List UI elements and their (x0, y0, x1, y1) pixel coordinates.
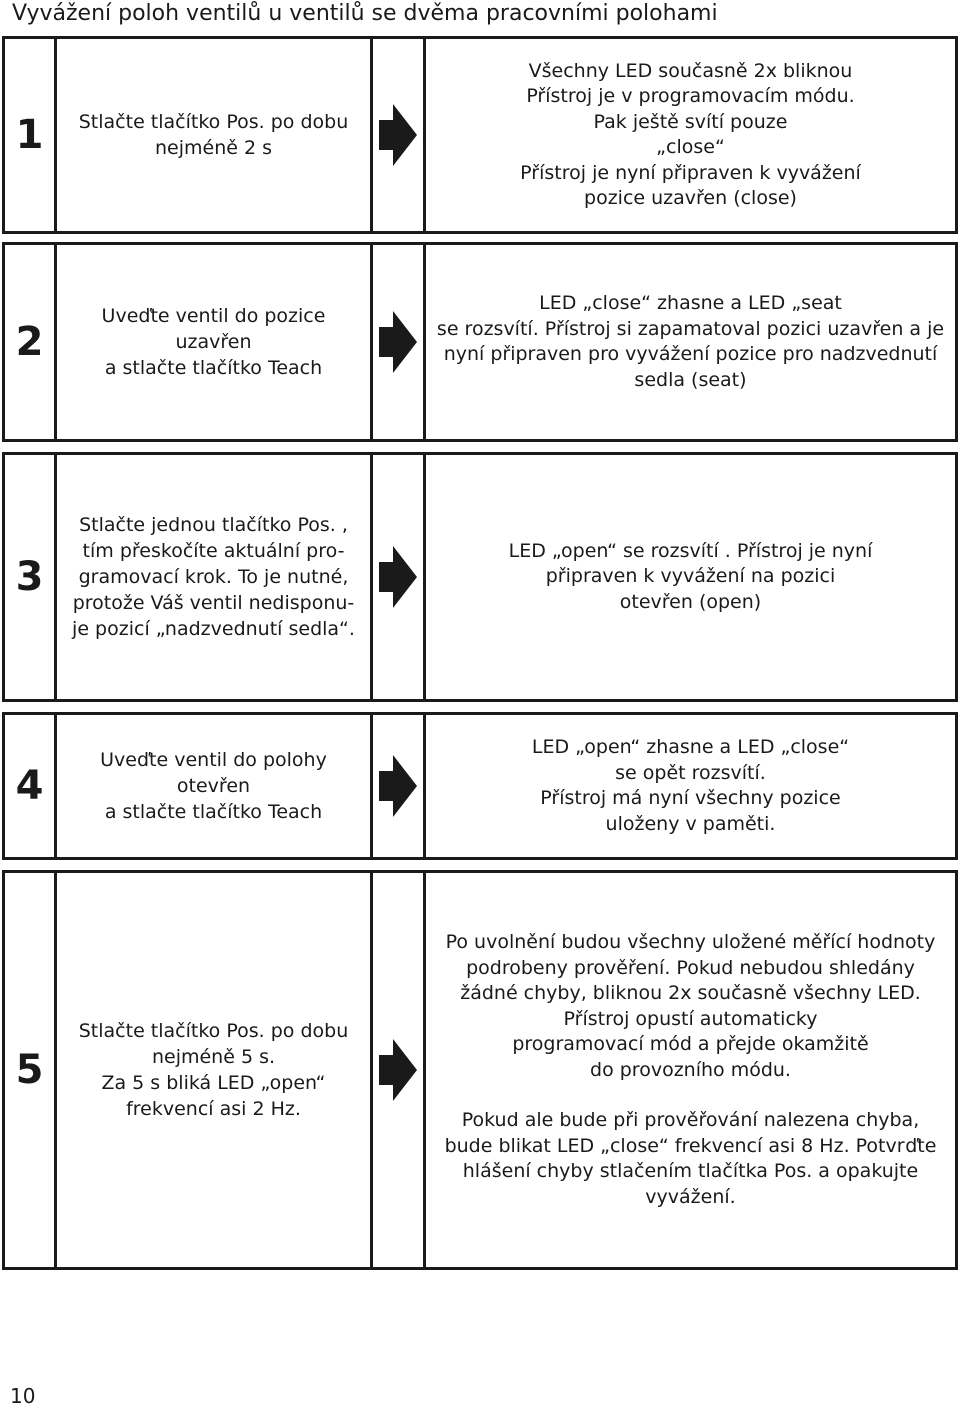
result-text: Všechny LED současně 2x bliknou Přístroj je v programovacím módu. Pak ještě svítí pouze „close“ Přístroj je nyní připraven k vyvážení pozice uzavřen (close) (520, 59, 861, 209)
step-result (426, 39, 955, 231)
step-action: Stlačte tlačítko Pos. po dobu nejméně 5 s. Za 5 s bliká LED „open“ frekvencí asi 2 Hz. (57, 873, 373, 1267)
step-row-2 (2, 242, 958, 442)
step-result (426, 245, 955, 439)
step-number: 1 (5, 39, 57, 231)
step-number: 2 (5, 245, 57, 439)
step-row-5 (2, 870, 958, 1270)
step-number: 3 (5, 455, 57, 699)
step-result (426, 873, 955, 1267)
right-arrow-icon (379, 104, 417, 166)
step-row-3 (2, 452, 958, 702)
step-number: 5 (5, 873, 57, 1267)
step-action: Stlačte tlačítko Pos. po dobu nejméně 2 s (57, 39, 373, 231)
right-arrow-icon (379, 1039, 417, 1101)
arrow-cell (373, 873, 426, 1267)
step-result (426, 715, 955, 857)
arrow-cell (373, 455, 426, 699)
result-error-text: Pokud ale bude při prověřování nalezena chyba, bude blikat LED „close“ frekvencí asi 8 Hz. Potvrďte hlášení chyby stlačením tlačítka Pos. a opakujte vyvážení. (444, 1109, 937, 1208)
right-arrow-icon (379, 755, 417, 817)
step-action: Uveďte ventil do pozice uzavřen a stlačte tlačítko Teach (57, 245, 373, 439)
step-action: Stlačte jednou tlačítko Pos. , tím přeskočíte aktuální pro- gramovací krok. To je nutné, protože Váš ventil nedisponu- je pozicí „nadzvednutí sedla“. (57, 455, 373, 699)
arrow-cell (373, 39, 426, 231)
result-text: LED „open“ se rozsvítí . Přístroj je nyní připraven k vyvážení na pozici otevřen (open) (508, 539, 873, 613)
arrow-cell (373, 715, 426, 857)
step-row-1 (2, 36, 958, 234)
result-text: Po uvolnění budou všechny uložené měřící hodnoty podrobeny prověření. Pokud nebudou shledány žádné chyby, bliknou 2x současně všechny LED. Přístroj opustí automaticky programovací mód a přejde okamžitě do provozního módu. (445, 931, 936, 1081)
arrow-cell (373, 245, 426, 439)
result-text: LED „close“ zhasne a LED „seat se rozsvítí. Přístroj si zapamatoval pozici uzavřen a je nyní připraven pro vyvážení pozice pro nadzvednutí sedla (seat) (436, 292, 945, 391)
right-arrow-icon (379, 311, 417, 373)
result-text: LED „open“ zhasne a LED „close“ se opět rozsvítí. Přístroj má nyní všechny pozice uloženy v paměti. (531, 736, 850, 835)
step-action: Uveďte ventil do polohy otevřen a stlačte tlačítko Teach (57, 715, 373, 857)
step-number: 4 (5, 715, 57, 857)
step-result (426, 455, 955, 699)
page-number: 10 (10, 1384, 36, 1408)
step-row-4 (2, 712, 958, 860)
page-title: Vyvážení poloh ventilů u ventilů se dvěma pracovními polohami (12, 1, 718, 26)
right-arrow-icon (379, 546, 417, 608)
